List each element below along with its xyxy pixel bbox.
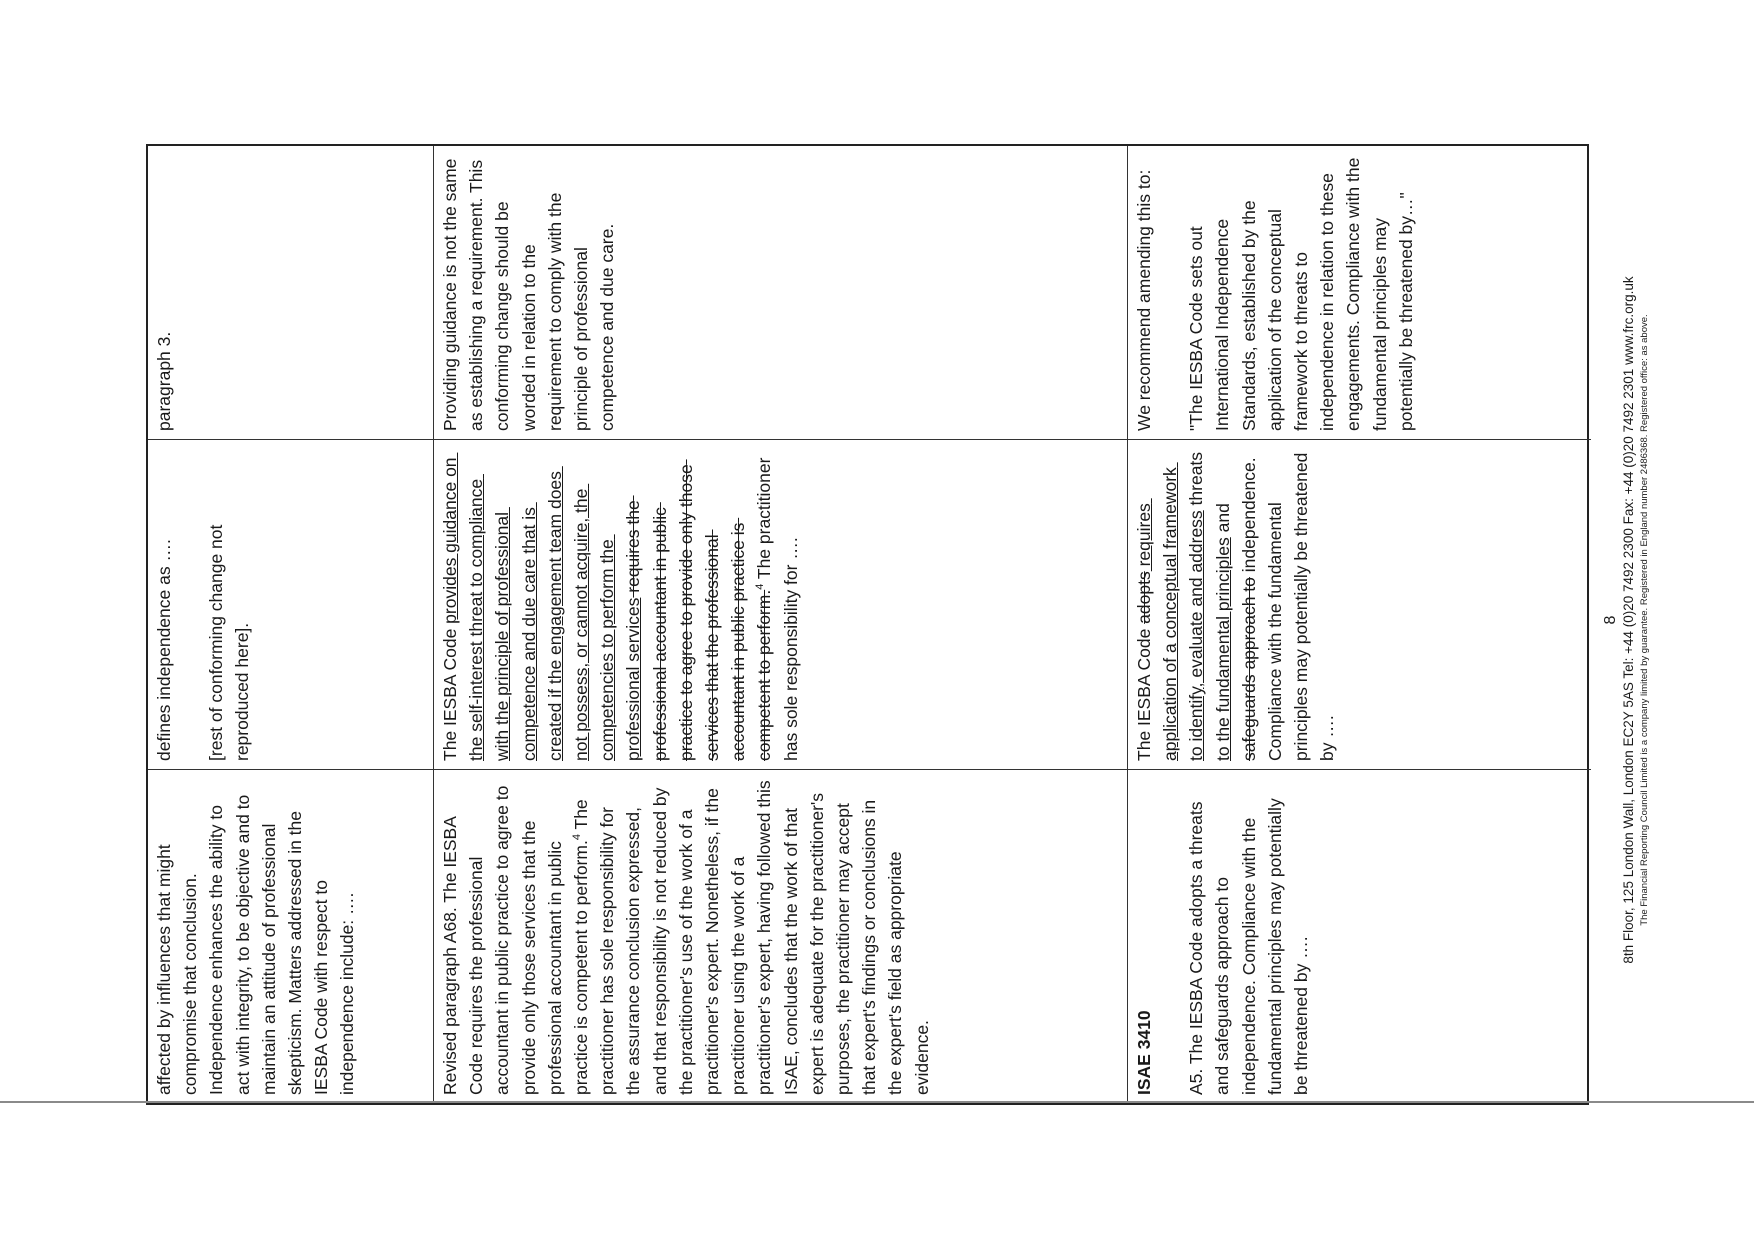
deleted-text: requires the professional accountant in public practice to agree to provide only those services that the professional accountant in public practice is competent to perform.	[623, 459, 775, 761]
deleted-text: adopts	[1134, 571, 1154, 624]
table-row	[148, 146, 434, 1103]
cell-text	[1131, 448, 1341, 761]
table-cell	[148, 146, 433, 439]
cell-text: paragraph 3.	[154, 331, 174, 431]
table-row	[434, 146, 1128, 1103]
table-cell	[1128, 146, 1591, 439]
text-run: Revised paragraph A68. The IESBA Code requires the professional accountant in public practice to agree to provide only those services that the professional accountant in public practice is competent to perform.	[440, 780, 592, 1095]
page-footer	[1603, 0, 1653, 1240]
footnote-ref[interactable]: 4	[571, 834, 584, 841]
text-run: The IESBA Code	[1134, 623, 1154, 761]
scan-edge-divider	[0, 1101, 1754, 1103]
cell-text: Providing guidance is not the same as establishing a requirement. This conforming change should be worded in relation to the requirement to comply with the principle of professional competence and due care.	[440, 153, 618, 431]
text-run: independence. Compliance with the fundamental principles may potentially be threatened by ….	[1238, 447, 1338, 761]
cell-text	[437, 448, 804, 761]
table-cell	[434, 769, 1127, 1103]
table-cell	[434, 439, 1127, 769]
page-number: 8	[1602, 615, 1619, 625]
inserted-text: to the fundamental principles	[1212, 537, 1233, 761]
table-cell	[1128, 769, 1591, 1103]
inserted-text: provides guidance on the self-interest threat to compliance with the principle of professional competence and due care that is created if the engagement team does not possess, or cannot acquire, the competencies to perform the professional services	[440, 452, 644, 761]
footnote-ref[interactable]: 4	[754, 583, 767, 590]
table-cell	[1128, 439, 1591, 769]
text-run: threats	[1186, 447, 1207, 511]
deleted-text: safeguards approach to	[1238, 577, 1259, 761]
table-cell	[148, 769, 433, 1103]
cell-text: defines independence as ….	[154, 539, 174, 761]
table-cell	[148, 439, 433, 769]
table-cell	[434, 146, 1127, 439]
cell-text: We recommend amending this to:	[1134, 169, 1154, 431]
section-heading: ISAE 3410	[1134, 1010, 1154, 1095]
table-row	[1128, 146, 1591, 1103]
cell-text: affected by influences that might compromise that conclusion. Independence enhances the ability to act with integrity, to be objective and to maintain an attitude of professional skepticism. Matters addressed in the IESBA Code with respect to independence include: ….	[154, 789, 358, 1095]
cell-text: "The IESBA Code sets out International Independence Standards, established by the application of the conceptual framework to threats to independence in relation to these engagements. Compliance with the fundamental principles may potentially be threatened by…"	[1186, 152, 1416, 431]
comparison-table	[146, 144, 1589, 1105]
cell-text: A5. The IESBA Code adopts a threats and safeguards approach to independence. Compliance with the fundamental principles may potentially be threatened by ….	[1186, 793, 1312, 1095]
footer-address: 8th Floor, 125 London Wall, London EC2Y 5AS Tel: +44 (0)20 7492 2300 Fax: +44 (0)20 7492 2301 www.frc.org.uk	[1621, 276, 1636, 964]
cell-text	[437, 775, 935, 1095]
text-run: and	[1212, 498, 1233, 538]
footer-registration: The Financial Reporting Council Limited is a company limited by guarantee. Registered in England number 2486368. Registered office: as above.	[1639, 314, 1650, 926]
text-run: The IESBA Code	[440, 623, 460, 761]
inserted-text: requires application of a conceptual framework to identify, evaluate and address	[1134, 462, 1207, 761]
cell-text: [rest of conforming change not reproduced here].	[206, 519, 253, 761]
text-run: The practitioner has sole responsibility for the assurance conclusion expressed, and that responsibility is not reduced by the practitioner's use of the work of a practitioner's expert. Nonetheless, if the practitioner using the work of a practitioner's expert, having followed this ISAE, concludes that the work of that expert is adequate for the practitioner's purposes, the practitioner may accept that expert's findings or conclusions in the expert's field as appropriate evidence.	[571, 775, 932, 1095]
text-run: The practitioner has sole responsibility for ….	[754, 452, 801, 761]
